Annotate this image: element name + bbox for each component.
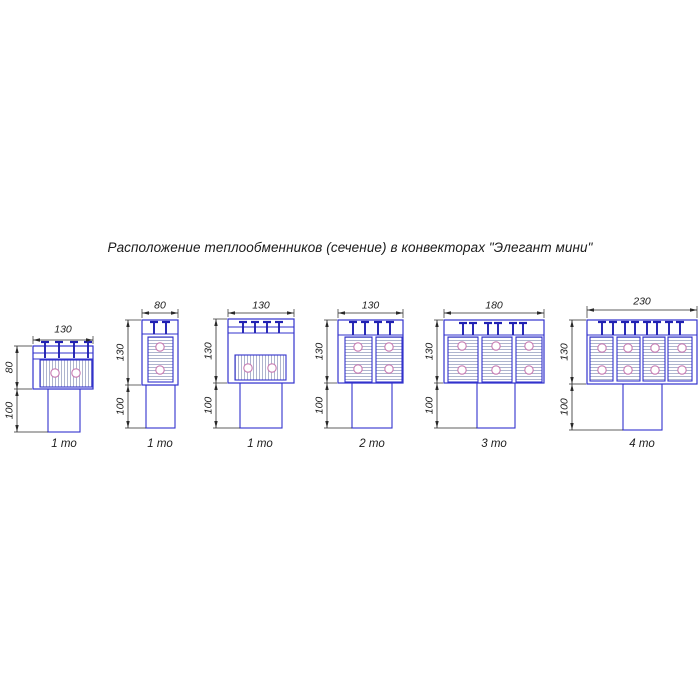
width-dimension-label: 230 — [633, 295, 651, 308]
diagram-1 — [4, 324, 94, 451]
width-dimension-label: 80 — [154, 299, 166, 312]
heat-exchanger-block — [668, 337, 692, 381]
pedestal — [48, 389, 80, 432]
height-upper-dimension-label: 80 — [3, 361, 16, 374]
pedestal — [352, 383, 392, 428]
tube-circle — [51, 369, 59, 377]
tube-circle — [678, 366, 686, 374]
dimension-arrow — [214, 319, 217, 326]
tube-circle — [624, 344, 632, 352]
dimension-arrow — [587, 308, 594, 311]
dimension-arrow — [444, 311, 451, 314]
exchanger-count-label: 4 то — [629, 438, 655, 450]
diagram-6 — [559, 296, 698, 451]
tube-circle — [72, 369, 80, 377]
dimension-arrow — [228, 311, 235, 314]
dimension-arrow — [435, 376, 438, 383]
dimension-arrow — [142, 311, 149, 314]
pedestal — [477, 383, 515, 428]
dimension-arrow — [338, 311, 345, 314]
dimension-arrow — [325, 421, 328, 428]
dimension-arrow — [325, 320, 328, 327]
height-lower-dimension-label: 100 — [3, 401, 16, 420]
dimension-arrow — [570, 384, 573, 391]
tube-circle — [598, 344, 606, 352]
width-dimension-label: 130 — [361, 299, 380, 312]
dimension-arrow — [570, 320, 573, 327]
diagram-2 — [115, 300, 179, 451]
height-lower-dimension-label: 100 — [114, 397, 127, 416]
height-lower-dimension-label: 100 — [558, 398, 571, 416]
width-dimension-label: 130 — [252, 299, 270, 312]
dimension-arrow — [214, 376, 217, 383]
dimension-arrow — [15, 425, 18, 432]
dimension-arrow — [570, 377, 573, 384]
height-lower-dimension-label: 100 — [423, 396, 436, 415]
dimension-arrow — [214, 383, 217, 390]
tube-circle — [525, 342, 533, 350]
diagram-4 — [314, 300, 404, 451]
exchanger-count-label: 1 то — [51, 438, 77, 450]
tube-circle — [492, 342, 500, 350]
diagram-5 — [424, 300, 545, 451]
dimension-arrow — [15, 346, 18, 353]
height-upper-dimension-label: 130 — [423, 342, 436, 361]
tube-circle — [492, 366, 500, 374]
dimension-arrow — [690, 308, 697, 311]
tube-circle — [678, 344, 686, 352]
exchanger-count-label: 3 то — [481, 438, 507, 450]
tube-circle — [354, 343, 362, 351]
pedestal — [240, 383, 282, 428]
dimension-arrow — [287, 311, 294, 314]
tube-circle — [458, 366, 466, 374]
width-dimension — [228, 300, 294, 318]
heat-exchanger-block — [40, 360, 92, 387]
width-dimension — [142, 300, 178, 319]
dimension-arrow — [537, 311, 544, 314]
width-dimension — [444, 300, 544, 319]
dimension-arrow — [171, 311, 178, 314]
dimension-arrow — [325, 376, 328, 383]
dimension-arrow — [396, 311, 403, 314]
tube-circle — [624, 366, 632, 374]
tube-circle — [385, 365, 393, 373]
dimension-arrow — [126, 385, 129, 392]
dimension-arrow — [33, 338, 40, 341]
pedestal — [146, 385, 175, 428]
height-upper-dimension-label: 130 — [313, 342, 326, 361]
tube-circle — [156, 366, 164, 374]
dimension-arrow — [570, 423, 573, 430]
dimension-arrow — [325, 383, 328, 390]
exchanger-count-label: 1 то — [247, 438, 273, 450]
drawing-title: Расположение теплообменников (сечение) в конвекторах "Элегант мини" — [107, 240, 593, 255]
tube-circle — [156, 343, 164, 351]
height-lower-dimension-label: 100 — [202, 396, 215, 415]
height-upper-dimension-label: 130 — [202, 342, 215, 360]
dimension-arrow — [126, 421, 129, 428]
exchanger-count-label: 2 то — [359, 438, 385, 450]
diagram-3 — [203, 300, 295, 451]
tube-circle — [525, 366, 533, 374]
dimension-arrow — [126, 378, 129, 385]
width-dimension — [338, 300, 403, 319]
width-dimension-label: 130 — [54, 323, 72, 336]
tube-circle — [244, 364, 252, 372]
dimension-arrow — [126, 320, 129, 327]
tube-circle — [268, 364, 276, 372]
width-dimension — [587, 296, 697, 319]
tube-circle — [385, 343, 393, 351]
height-dimension — [115, 320, 147, 428]
pedestal — [623, 384, 662, 430]
tube-circle — [354, 365, 362, 373]
tube-circle — [598, 366, 606, 374]
dimension-arrow — [435, 320, 438, 327]
tube-circle — [458, 342, 466, 350]
exchanger-count-label: 1 то — [147, 438, 173, 450]
dimension-arrow — [435, 383, 438, 390]
height-upper-dimension-label: 130 — [114, 343, 127, 362]
height-upper-dimension-label: 130 — [558, 343, 571, 361]
dimension-arrow — [15, 389, 18, 396]
heat-exchanger-block — [235, 355, 286, 380]
dimension-arrow — [435, 421, 438, 428]
dimension-arrow — [15, 382, 18, 389]
height-lower-dimension-label: 100 — [313, 396, 326, 415]
tube-circle — [651, 344, 659, 352]
width-dimension-label: 180 — [485, 299, 503, 312]
tube-circle — [651, 366, 659, 374]
dimension-arrow — [214, 421, 217, 428]
